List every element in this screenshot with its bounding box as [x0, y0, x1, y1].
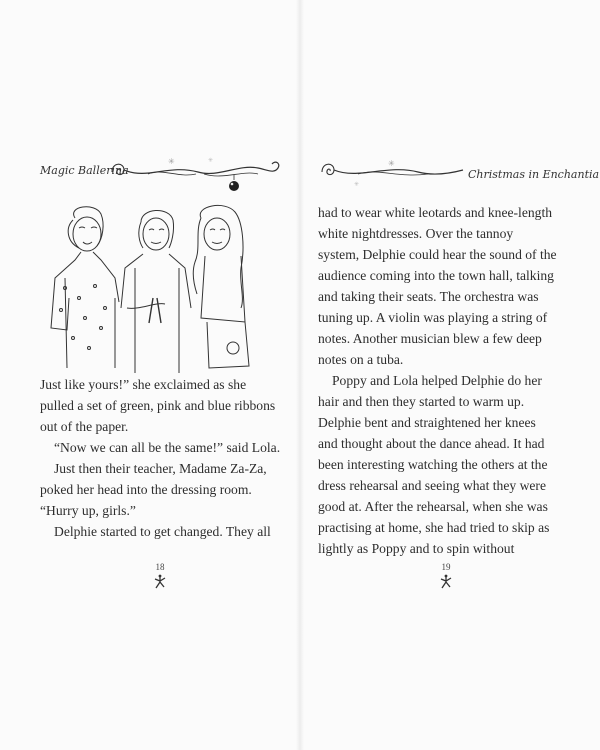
text-line: “Now we can all be the same!” said Lola. [54, 440, 281, 455]
svg-text:✳: ✳ [168, 157, 175, 166]
text-line: pulled a set of green, pink and blue ribbons [40, 398, 276, 413]
right-page-text [318, 202, 568, 559]
text-line: Poppy and Lola helped Delphie do her [332, 373, 542, 388]
text-line: “Hurry up, girls.” [40, 503, 136, 518]
text-line: poked her head into the dressing room. [40, 482, 252, 497]
svg-text:✳: ✳ [208, 157, 214, 164]
text-line: white nightdresses. Over the tannoy [318, 226, 514, 241]
text-line: lightly as Poppy and to spin without [318, 541, 515, 556]
swirl-flourish-icon [108, 154, 288, 196]
left-page-number: 18 [155, 562, 165, 572]
text-line: notes on a tuba. [318, 352, 404, 367]
text-line: and taking their seats. The orchestra was [318, 289, 539, 304]
text-line: notes. Another musician blew a few deep [318, 331, 542, 346]
text-line: tuning up. A violin was playing a string of [318, 310, 548, 325]
left-running-header: Magic Ballerina [40, 164, 129, 177]
right-page-number: 19 [441, 562, 451, 572]
text-line: Just then their teacher, Madame Za-Za, [54, 461, 267, 476]
text-line: Just like yours!” she exclaimed as she [40, 377, 247, 392]
text-line: audience coming into the town hall, talking [318, 268, 554, 283]
svg-text:✳: ✳ [388, 159, 395, 168]
text-line: good at. After the rehearsal, when she was [318, 499, 548, 514]
right-running-header: Christmas in Enchantia [468, 168, 600, 181]
christmas-bauble-icon [229, 181, 239, 191]
left-page-text [40, 374, 288, 542]
text-line: Delphie bent and straightened her knees [318, 415, 536, 430]
dancer-figure-icon [438, 574, 454, 590]
text-line: system, Delphie could hear the sound of the [318, 247, 557, 262]
text-line: had to wear white leotards and knee-length [318, 205, 553, 220]
svg-text:✳: ✳ [354, 181, 360, 188]
text-line: Delphie started to get changed. They all [54, 524, 271, 539]
text-line: dress rehearsal and seeing what they were [318, 478, 546, 493]
text-line: out of the paper. [40, 419, 129, 434]
book-gutter [296, 0, 304, 750]
three-girls-illustration [45, 198, 270, 373]
text-line: practising at home, she had tried to skip as [318, 520, 550, 535]
swirl-flourish-icon [318, 158, 468, 194]
text-line: and thought about the dance ahead. It had [318, 436, 545, 451]
text-line: hair and then they started to warm up. [318, 394, 525, 409]
text-line: been interesting watching the others at the [318, 457, 548, 472]
dancer-figure-icon [152, 574, 168, 590]
